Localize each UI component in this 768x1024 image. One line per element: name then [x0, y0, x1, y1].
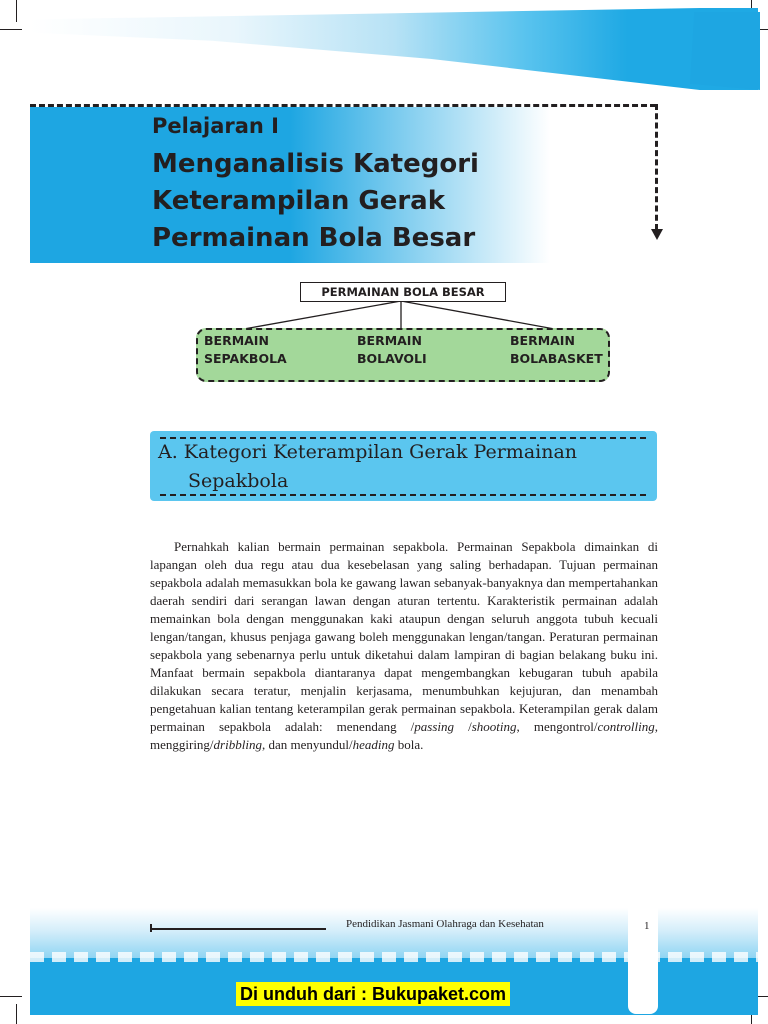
lesson-label: Pelajaran I — [152, 114, 279, 138]
crop-mark — [0, 29, 22, 30]
footer-book-title: Pendidikan Jasmani Olahraga dan Kesehatan — [346, 918, 544, 930]
diagram-node-bolabasket — [510, 332, 603, 368]
connector-line — [238, 301, 401, 330]
term-passing: passing — [414, 719, 455, 734]
diagram-node-line: BERMAIN — [357, 333, 422, 348]
diagram-node-sepakbola — [204, 332, 287, 368]
diagram-node-line: SEPAKBOLA — [204, 351, 287, 366]
lesson-title: Menganalisis Kategori Keterampilan Gerak Permainan Bola Besar — [152, 149, 479, 253]
footer-rule — [150, 928, 326, 930]
crop-mark — [16, 0, 17, 22]
body-text-connector: , dan menyundul/ — [261, 737, 353, 752]
section-title: A. Kategori Keterampilan Gerak Permainan Sepakbola — [158, 441, 578, 492]
term-shooting: shooting — [471, 719, 517, 734]
body-text-connector: , menggiring/ — [150, 719, 658, 752]
body-text-main: Pernahkah kalian bermain permainan sepakbola. Permainan Sepakbola dimainkan di lapangan oleh dua regu atau dua kesebelasan yang saling berhadapan. Tujuan permainan sepakbola adalah memasukkan bola ke gawang lawan sebanyak-banyaknya dan mempertahankan daerah sendiri dari serangan lawan dengan aturan tertentu. Karakteristik permainan adalah memainkan bola dengan menggunakan kaki ataupun dengan seluruh anggota tubuh kecuali lengan/tangan, khusus penjaga gawang boleh menggunakan lengan/tangan. Peraturan permainan sepakbola yang sebenarnya perlu untuk diketahui dalam lampiran di bagian belakang buku ini. Manfaat bermain sepakbola diantaranya dapat mengembangkan kebugaran tubuh apabila dilakukan secara teratur, menjalin kerjasama, menumbuhkan kejujuran, dan menambah pengetahuan kalian tentang keterampilan gerak permainan sepakbola. Keterampilan gerak dalam permainan sepakbola adalah: menendang / — [150, 539, 658, 734]
dashed-frame-top — [30, 104, 656, 107]
term-controlling: controlling — [597, 719, 655, 734]
page-number: 1 — [644, 920, 650, 932]
body-paragraph — [150, 538, 658, 754]
crop-mark — [16, 1004, 17, 1024]
crop-mark — [0, 996, 22, 997]
diagram-node-line: BERMAIN — [510, 333, 575, 348]
arrow-down-icon — [651, 229, 663, 240]
body-text-separator: / — [454, 719, 472, 734]
top-decor-block — [690, 12, 760, 90]
diagram-node-bolavoli — [357, 332, 427, 368]
top-decor-swoosh — [30, 8, 758, 90]
lesson-heading-band-left — [30, 107, 145, 263]
body-text-end: bola. — [394, 737, 424, 752]
diagram-node-line: BOLABASKET — [510, 351, 603, 366]
download-source-banner: Di unduh dari : Bukupaket.com — [236, 982, 510, 1006]
diagram-node-line: BERMAIN — [204, 333, 269, 348]
body-text-connector: , mengontrol/ — [516, 719, 598, 734]
dashed-frame-right — [655, 104, 658, 230]
diagram-root-node: PERMAINAN BOLA BESAR — [300, 282, 506, 302]
term-dribbling: dribbling — [213, 737, 262, 752]
connector-line — [401, 301, 560, 330]
term-heading: heading — [352, 737, 395, 752]
footer-page-tab — [628, 908, 658, 1014]
diagram-node-line: BOLAVOLI — [357, 351, 427, 366]
